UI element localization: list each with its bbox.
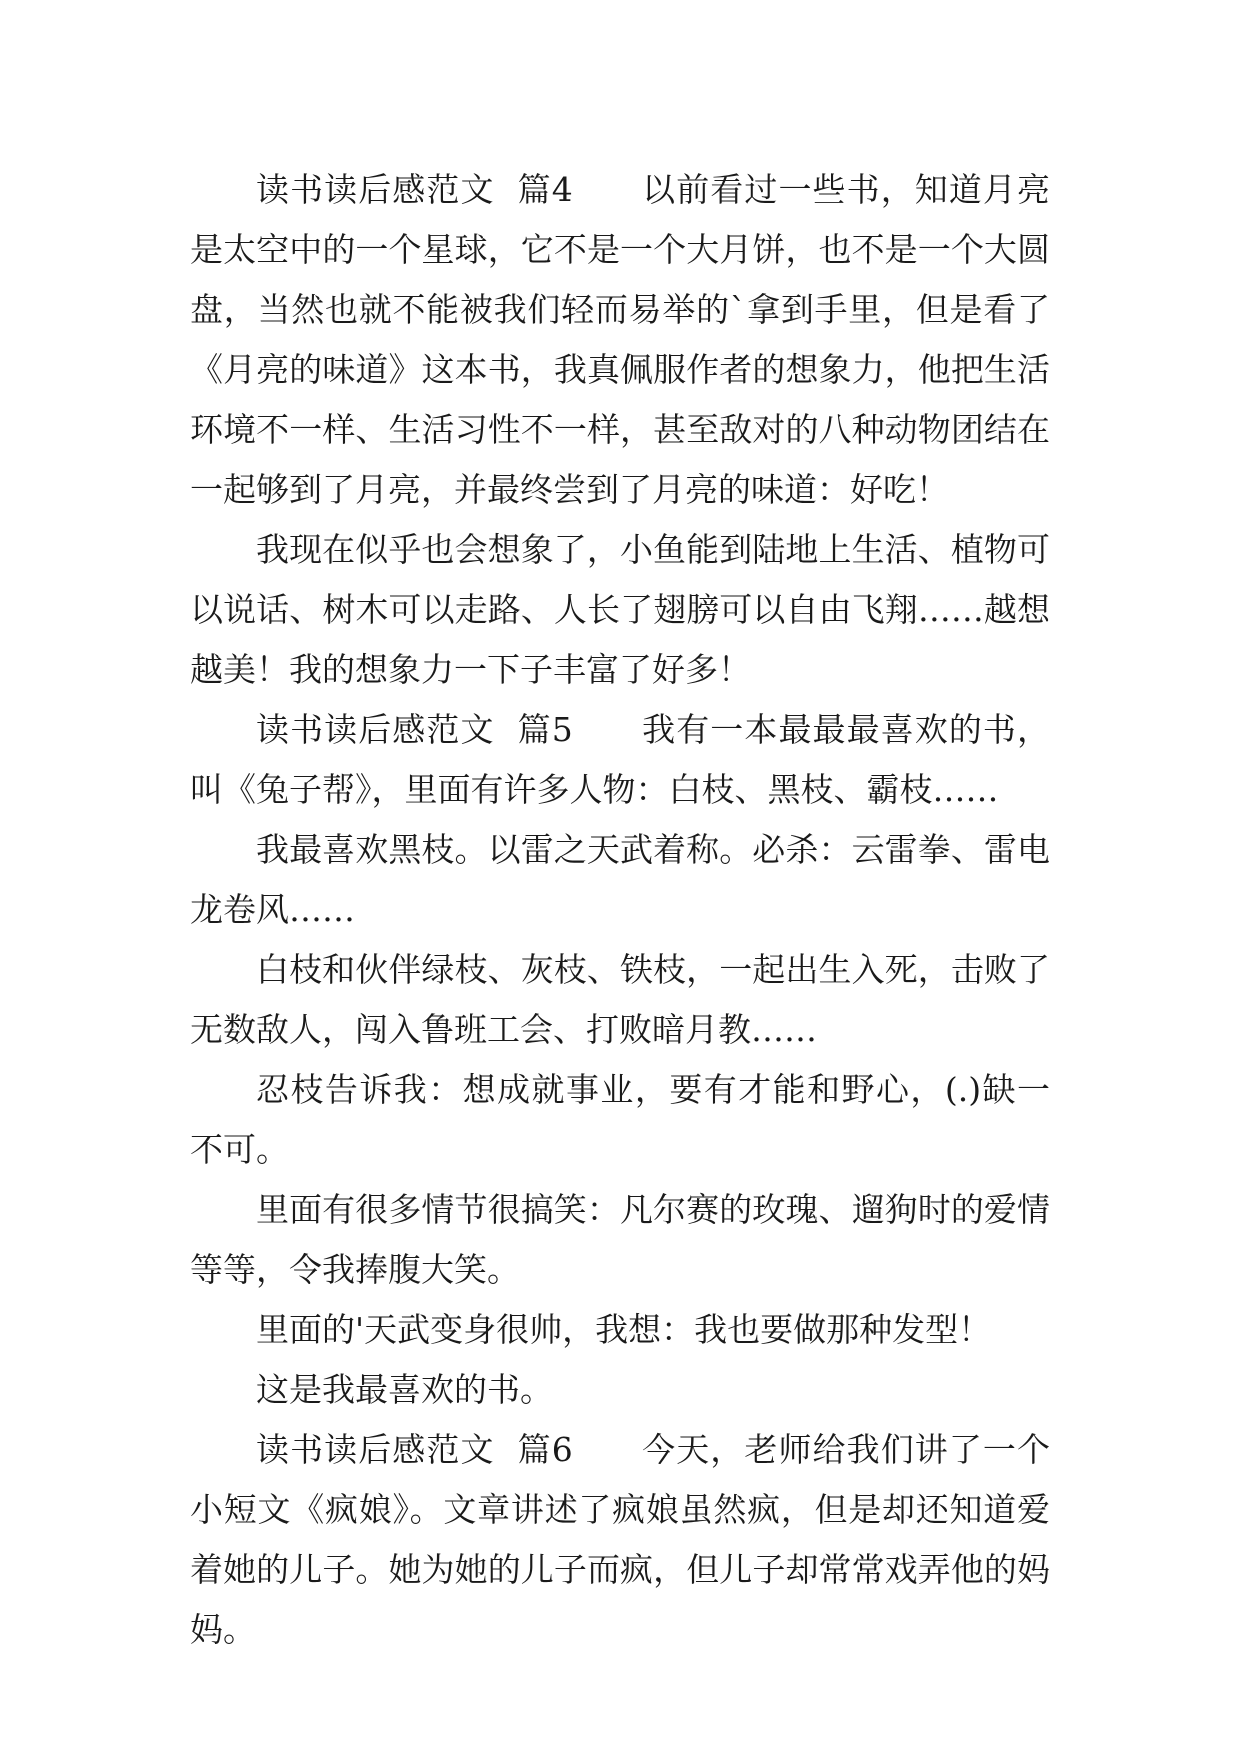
paragraph-2 [190,520,1050,700]
paragraph-text: 忍枝告诉我：想成就事业，要有才能和野心，(.)缺一不可。 [190,1070,1050,1169]
paragraph-text: 里面的'天武变身很帅，我想：我也要做那种发型！ [256,1310,992,1349]
paragraph-8 [190,1300,1050,1360]
paragraph-6 [190,1060,1050,1180]
essay-heading-5: 读书读后感范文 篇5 [256,710,643,749]
paragraph-text: 我现在似乎也会想象了，小鱼能到陆地上生活、植物可以说话、树木可以走路、人长了翅膀可以自由飞翔……越想越美！我的想象力一下子丰富了好多！ [190,530,1050,689]
paragraph-3 [190,700,1050,820]
paragraph-text: 我有一本最最最喜欢的书，叫《兔子帮》，里面有许多人物：白枝、黑枝、霸枝…… [190,710,1051,809]
paragraph-text: 里面有很多情节很搞笑：凡尔赛的玫瑰、遛狗时的爱情等等，令我捧腹大笑。 [190,1190,1050,1289]
paragraph-text: 以前看过一些书，知道月亮是太空中的一个星球，它不是一个大月饼，也不是一个大圆盘，当然也就不能被我们轻而易举的`拿到手里，但是看了《月亮的味道》这本书，我真佩服作者的想象力，他把生活环境不一样、生活习性不一样，甚至敌对的八种动物团结在一起够到了月亮，并最终尝到了月亮的味道：好吃！ [190,170,1051,509]
paragraph-9 [190,1360,1050,1420]
paragraph-1 [190,160,1050,520]
essay-heading-4: 读书读后感范文 篇4 [256,170,643,209]
paragraph-4 [190,820,1050,940]
essay-heading-6: 读书读后感范文 篇6 [256,1430,643,1469]
paragraph-10 [190,1420,1050,1660]
paragraph-text: 我最喜欢黑枝。以雷之天武着称。必杀：云雷拳、雷电龙卷风…… [190,830,1050,929]
paragraph-5 [190,940,1050,1060]
paragraph-text: 这是我最喜欢的书。 [256,1370,553,1409]
paragraph-text: 白枝和伙伴绿枝、灰枝、铁枝，一起出生入死，击败了无数敌人，闯入鲁班工会、打败暗月教…… [190,950,1050,1049]
paragraph-text: 今天，老师给我们讲了一个小短文《疯娘》。文章讲述了疯娘虽然疯，但是却还知道爱着她的儿子。她为她的儿子而疯，但儿子却常常戏弄他的妈妈。 [190,1430,1051,1649]
paragraph-7 [190,1180,1050,1300]
document-body [190,160,1050,1660]
